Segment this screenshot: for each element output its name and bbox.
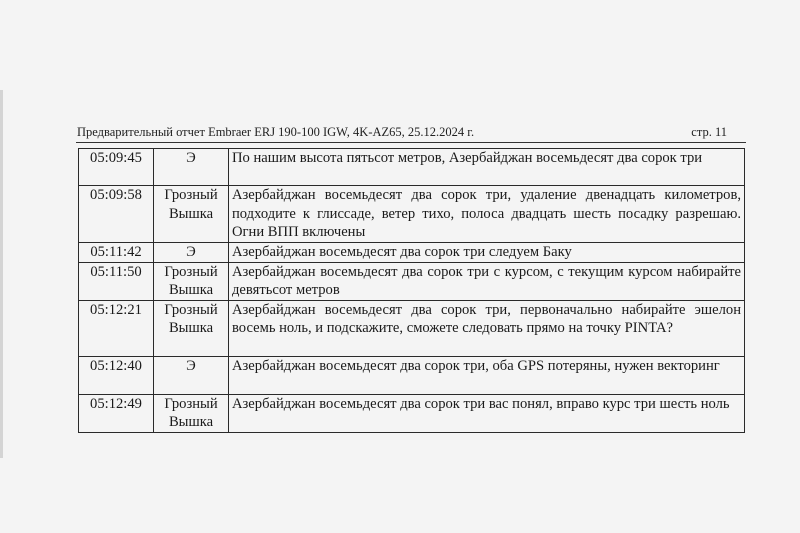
time-cell: 05:09:45 (79, 149, 154, 186)
message-cell: Азербайджан восемьдесят два сорок три следуем Баку (229, 243, 745, 263)
time-cell: 05:12:40 (79, 356, 154, 394)
table-row (79, 394, 745, 432)
report-title: Предварительный отчет Embraer ERJ 190-100 IGW, 4K-AZ65, 25.12.2024 г. (77, 125, 475, 139)
time-cell: 05:11:50 (79, 262, 154, 300)
message-cell: По нашим высота пятьсот метров, Азербайджан восемьдесят два сорок три (229, 149, 745, 186)
speaker-label: Грозный (164, 263, 218, 280)
speaker-cell (154, 149, 229, 186)
speaker-cell (154, 262, 229, 300)
speaker-label-line2: Вышка (168, 282, 214, 299)
table-row (79, 300, 745, 356)
time-cell: 05:09:58 (79, 186, 154, 243)
speaker-cell (154, 243, 229, 263)
time-cell: 05:12:21 (79, 300, 154, 356)
speaker-label: Э (186, 150, 196, 166)
speaker-cell (154, 300, 229, 356)
time-cell: 05:12:49 (79, 394, 154, 432)
speaker-label: Э (186, 244, 196, 260)
message-cell: Азербайджан восемьдесят два сорок три, первоначально набирайте эшелон восемь ноль, и подскажите, сможете следовать прямо на точку PINTA? (229, 300, 745, 356)
speaker-cell (154, 356, 229, 394)
message-cell: Азербайджан восемьдесят два сорок три вас понял, вправо курс три шесть ноль (229, 394, 745, 432)
running-header (77, 124, 745, 140)
speaker-label: Грозный (164, 301, 218, 318)
table-row (79, 186, 745, 243)
table-row (79, 149, 745, 186)
message-cell: Азербайджан восемьдесят два сорок три с курсом, с текущим курсом набирайте девятьсот метров (229, 262, 745, 300)
speaker-label-line2: Вышка (168, 320, 214, 337)
message-cell: Азербайджан восемьдесят два сорок три, удаление двенадцать километров, подходите к глиссаде, ветер тихо, полоса двадцать шесть посадку разрешаю. Огни ВПП включены (229, 186, 745, 243)
time-cell: 05:11:42 (79, 243, 154, 263)
speaker-label-line2: Вышка (168, 205, 214, 222)
speaker-cell (154, 186, 229, 243)
table-row (79, 356, 745, 394)
table-row (79, 243, 745, 263)
page-number: стр. 11 (691, 125, 727, 139)
speaker-label-line2: Вышка (168, 414, 214, 431)
message-cell: Азербайджан восемьдесят два сорок три, оба GPS потеряны, нужен векторинг (229, 356, 745, 394)
speaker-label: Э (186, 357, 196, 374)
speaker-cell (154, 394, 229, 432)
speaker-label: Грозный (164, 395, 218, 412)
radio-transcript-table (78, 148, 745, 433)
table-row (79, 262, 745, 300)
speaker-label: Грозный (164, 187, 218, 203)
header-divider (76, 142, 746, 143)
